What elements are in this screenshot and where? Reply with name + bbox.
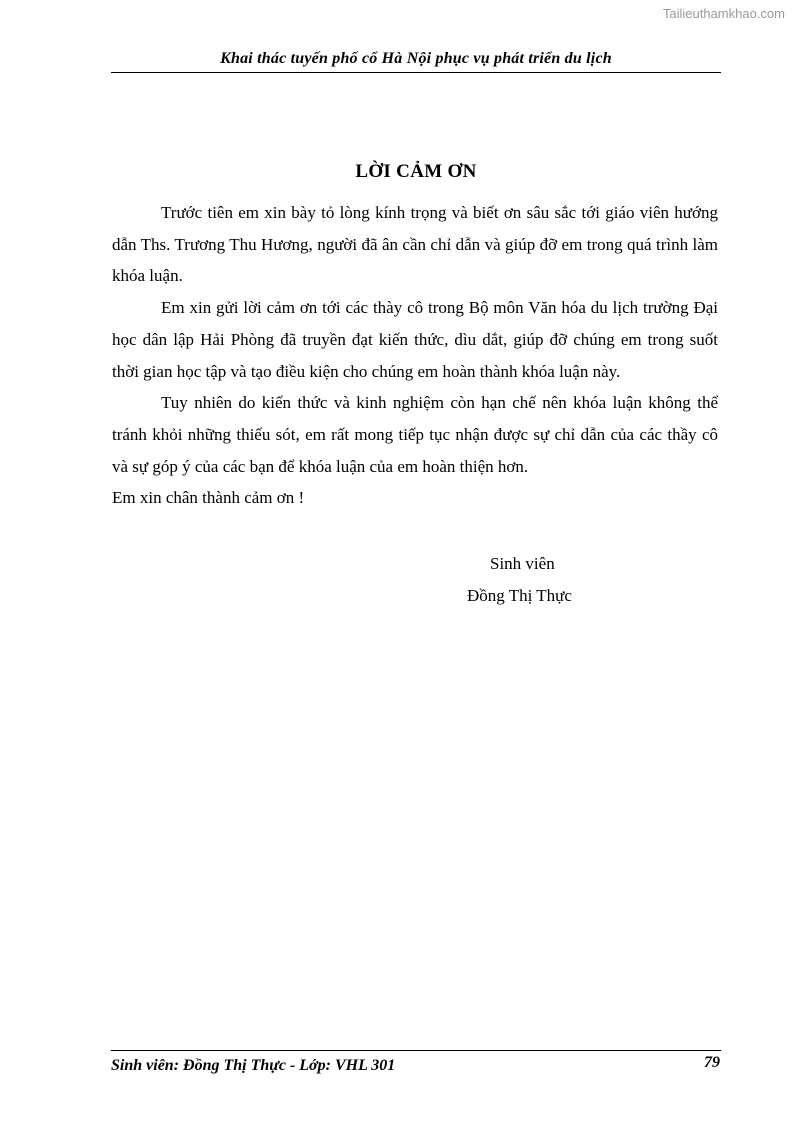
paragraph-1: Trước tiên em xin bày tỏ lòng kính trọng và biết ơn sâu sắc tới giáo viên hướng dẫn Ths. Trương Thu Hương, người đã ân cần chỉ dẫn và giúp đỡ em trong quá trình làm khóa luận. bbox=[112, 203, 718, 286]
closing-line: Em xin chân thành cảm ơn ! bbox=[112, 488, 305, 508]
signature-name: Đồng Thị Thực bbox=[467, 586, 572, 605]
footer-divider bbox=[111, 1050, 721, 1051]
paragraph-3: Tuy nhiên do kiến thức và kinh nghiệm còn hạn chế nên khóa luận không thể tránh khỏi những thiếu sót, em rất mong tiếp tục nhận được sự chỉ dẫn của các thầy cô và sự góp ý của các bạn để khóa luận của em hoàn thiện hơn. bbox=[112, 393, 718, 476]
page-number: 79 bbox=[704, 1054, 720, 1071]
paragraph-2: Em xin gửi lời cảm ơn tới các thày cô trong Bộ môn Văn hóa du lịch trường Đại học dân lập Hải Phòng đã truyền đạt kiến thức, dìu dắt, giúp đỡ chúng em trong suốt thời gian học tập và tạo điều kiện cho chúng em hoàn thành khóa luận này. bbox=[112, 298, 718, 381]
header-divider bbox=[111, 72, 721, 73]
watermark: Tailieuthamkhao.com bbox=[662, 6, 785, 21]
signature-role: Sinh viên bbox=[490, 554, 555, 573]
body-text bbox=[112, 197, 718, 514]
page-title: LỜI CẢM ƠN bbox=[355, 161, 477, 182]
running-header: Khai thác tuyến phố cổ Hà Nội phục vụ phát triển du lịch bbox=[220, 50, 612, 67]
footer-student-info: Sinh viên: Đồng Thị Thực - Lớp: VHL 301 bbox=[111, 1057, 396, 1074]
